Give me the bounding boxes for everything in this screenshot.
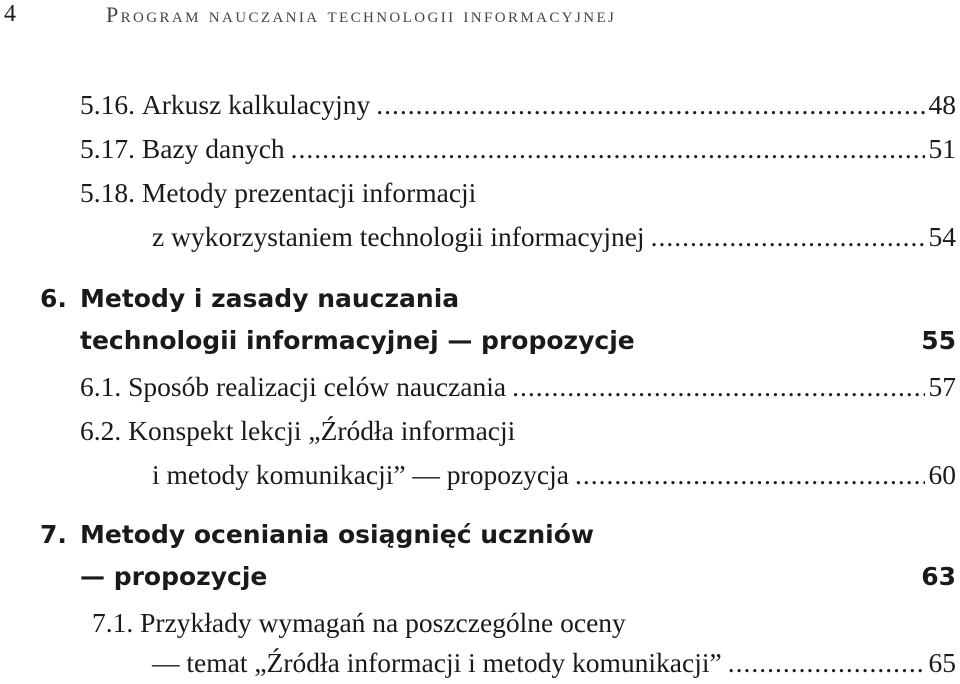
toc-entry-page: 54 bbox=[928, 221, 956, 252]
toc-entry-page: 57 bbox=[928, 371, 956, 402]
toc-entry-title: Arkusz kalkulacyjny bbox=[141, 89, 371, 120]
toc-entry-title: — temat „Źródła informacji i metody komunikacji” bbox=[152, 647, 722, 678]
dot-leader bbox=[376, 88, 924, 122]
page-number: 4 bbox=[4, 1, 16, 27]
toc-chapter-title: technologii informacyjnej — propozycje bbox=[80, 326, 635, 355]
toc-entry-page: 65 bbox=[928, 647, 956, 678]
toc-entry-title: Konspekt lekcji „Źródła informacji bbox=[128, 415, 516, 446]
toc-entry-6-2[interactable] bbox=[80, 414, 956, 448]
toc-entry-number: 7.1. bbox=[92, 607, 134, 638]
running-title: Program nauczania technologii informacyjnej bbox=[106, 2, 617, 27]
toc-chapter-6[interactable] bbox=[40, 282, 956, 316]
toc-entry-number: 5.16. bbox=[80, 89, 135, 120]
toc-entry-title: i metody komunikacji” — propozycja bbox=[152, 459, 569, 490]
toc-entry-5-17[interactable] bbox=[80, 132, 956, 166]
toc-entry-title: Metody prezentacji informacji bbox=[141, 177, 477, 208]
toc-entry-6-2-continued[interactable] bbox=[152, 458, 956, 492]
toc-entry-page: 60 bbox=[928, 459, 956, 490]
toc-entry-title: Przykłady wymagań na poszczególne oceny bbox=[140, 607, 626, 638]
toc-chapter-7[interactable] bbox=[40, 518, 956, 552]
toc-entry-title: Bazy danych bbox=[141, 133, 285, 164]
toc-entry-number: 5.17. bbox=[80, 133, 135, 164]
toc-entry-5-18[interactable] bbox=[80, 176, 956, 210]
dot-leader bbox=[512, 370, 924, 404]
toc-entry-title: Sposób realizacji celów nauczania bbox=[128, 371, 507, 402]
toc-entry-7-1-continued[interactable] bbox=[152, 646, 956, 680]
toc-chapter-number: 7. bbox=[40, 520, 67, 549]
toc-chapter-title: Metody oceniania osiągnięć uczniów bbox=[80, 520, 595, 549]
toc-chapter-page: 63 bbox=[921, 562, 956, 591]
toc-entry-title: z wykorzystaniem technologii informacyjnej bbox=[152, 221, 645, 252]
toc-entry-number: 6.2. bbox=[80, 415, 122, 446]
toc-entry-5-16[interactable] bbox=[80, 88, 956, 122]
toc-entry-7-1[interactable] bbox=[92, 606, 956, 640]
dot-leader bbox=[728, 646, 925, 680]
dot-leader bbox=[651, 220, 925, 254]
toc-chapter-7-continued[interactable] bbox=[80, 560, 956, 594]
toc-entry-number: 5.18. bbox=[80, 177, 135, 208]
toc-chapter-6-continued[interactable] bbox=[80, 324, 956, 358]
toc-entry-5-18-continued[interactable] bbox=[152, 220, 956, 254]
toc-chapter-title: Metody i zasady nauczania bbox=[80, 284, 460, 313]
toc-chapter-page: 55 bbox=[921, 326, 956, 355]
dot-leader bbox=[575, 458, 925, 492]
toc-entry-page: 51 bbox=[928, 133, 956, 164]
toc-chapter-number: 6. bbox=[40, 284, 67, 313]
dot-leader bbox=[291, 132, 925, 166]
toc-entry-6-1[interactable] bbox=[80, 370, 956, 404]
toc-entry-page: 48 bbox=[928, 89, 956, 120]
page-header bbox=[0, 0, 960, 30]
toc-entry-number: 6.1. bbox=[80, 371, 122, 402]
toc-chapter-title: — propozycje bbox=[80, 562, 268, 591]
